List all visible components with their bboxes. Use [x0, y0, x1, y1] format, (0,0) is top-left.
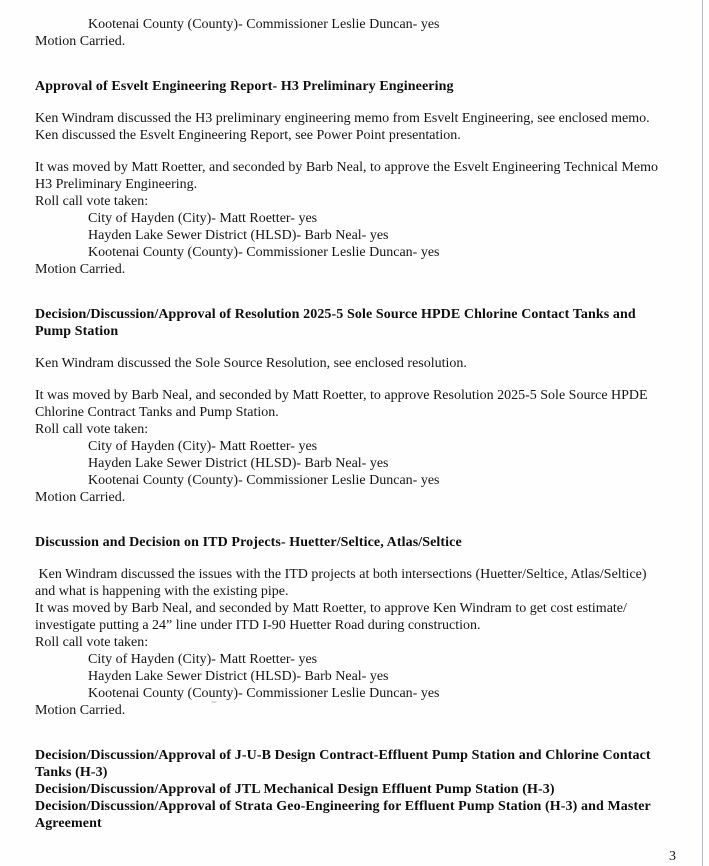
heading-line: Decision/Discussion/Approval of JTL Mechanical Design Effluent Pump Station (H-3)	[35, 782, 555, 797]
text-line: Hayden Lake Sewer District (HLSD)- Barb Neal- yes	[88, 456, 389, 471]
heading-line: Decision/Discussion/Approval of J-U-B Design Contract-Effluent Pump Station and Chlorine Contact	[35, 748, 651, 763]
text-line: It was moved by Barb Neal, and seconded by Matt Roetter, to approve Resolution 2025-5 Sole Source HPDE	[35, 388, 648, 403]
heading-line: Tanks (H-3)	[35, 765, 108, 780]
text-line: Roll call vote taken:	[35, 422, 149, 437]
section-paragraph	[35, 566, 685, 719]
section-heading	[35, 78, 685, 95]
text-line: investigate putting a 24” line under ITD I-90 Huetter Road during construction.	[35, 618, 481, 633]
text-line: Kootenai County (County)- Commissioner Leslie Duncan- yes	[88, 473, 440, 488]
heading-line: Approval of Esvelt Engineering Report- H3 Preliminary Engineering	[35, 79, 454, 94]
heading-line: Decision/Discussion/Approval of Resolution 2025-5 Sole Source HPDE Chlorine Contact Tanks and	[35, 307, 636, 322]
heading-line: Agreement	[35, 816, 102, 831]
scan-artifact-speck	[211, 701, 217, 703]
section-paragraph	[35, 110, 685, 144]
text-line: Ken Windram discussed the H3 preliminary engineering memo from Esvelt Engineering, see enclosed memo.	[35, 111, 650, 126]
text-line: Roll call vote taken:	[35, 194, 149, 209]
text-line: Hayden Lake Sewer District (HLSD)- Barb Neal- yes	[88, 669, 389, 684]
document-body	[35, 16, 685, 865]
text-line: Kootenai County (County)- Commissioner Leslie Duncan- yes	[88, 686, 440, 701]
text-line: Motion Carried.	[35, 703, 126, 718]
text-line: Hayden Lake Sewer District (HLSD)- Barb Neal- yes	[88, 228, 389, 243]
text-line: City of Hayden (City)- Matt Roetter- yes	[88, 211, 318, 226]
heading-line: Discussion and Decision on ITD Projects- Huetter/Seltice, Atlas/Seltice	[35, 535, 462, 550]
text-line: City of Hayden (City)- Matt Roetter- yes	[88, 439, 318, 454]
text-line: Kootenai County (County)- Commissioner Leslie Duncan- yes	[88, 17, 440, 32]
text-line: Ken discussed the Esvelt Engineering Report, see Power Point presentation.	[35, 128, 461, 143]
text-line: It was moved by Matt Roetter, and seconded by Barb Neal, to approve the Esvelt Engineering Technical Memo	[35, 160, 658, 175]
section-paragraph	[35, 387, 685, 506]
section-heading	[35, 747, 685, 832]
section-heading	[35, 306, 685, 340]
text-line: It was moved by Barb Neal, and seconded by Matt Roetter, to approve Ken Windram to get cost estimate/	[35, 601, 627, 616]
section-paragraph	[35, 16, 685, 50]
heading-line: Pump Station	[35, 324, 119, 339]
text-line: Motion Carried.	[35, 34, 126, 49]
text-line: Motion Carried.	[35, 262, 126, 277]
text-line: Motion Carried.	[35, 490, 126, 505]
section-paragraph	[35, 159, 685, 278]
page-number: 3	[669, 849, 676, 864]
scan-edge-line	[702, 0, 703, 866]
text-line: City of Hayden (City)- Matt Roetter- yes	[88, 652, 318, 667]
text-line: Chlorine Contract Tanks and Pump Station.	[35, 405, 279, 420]
document-sections	[35, 16, 685, 832]
section-heading	[35, 534, 685, 551]
text-line: Kootenai County (County)- Commissioner Leslie Duncan- yes	[88, 245, 440, 260]
text-line: H3 Preliminary Engineering.	[35, 177, 198, 192]
text-line: Ken Windram discussed the issues with the ITD projects at both intersections (Huetter/Seltice, Atlas/Seltice)	[35, 567, 647, 582]
heading-line: Decision/Discussion/Approval of Strata Geo-Engineering for Effluent Pump Station (H-3) and Master	[35, 799, 651, 814]
text-line: Ken Windram discussed the Sole Source Resolution, see enclosed resolution.	[35, 356, 467, 371]
text-line: and what is happening with the existing pipe.	[35, 584, 289, 599]
section-paragraph	[35, 355, 685, 372]
text-line: Roll call vote taken:	[35, 635, 149, 650]
